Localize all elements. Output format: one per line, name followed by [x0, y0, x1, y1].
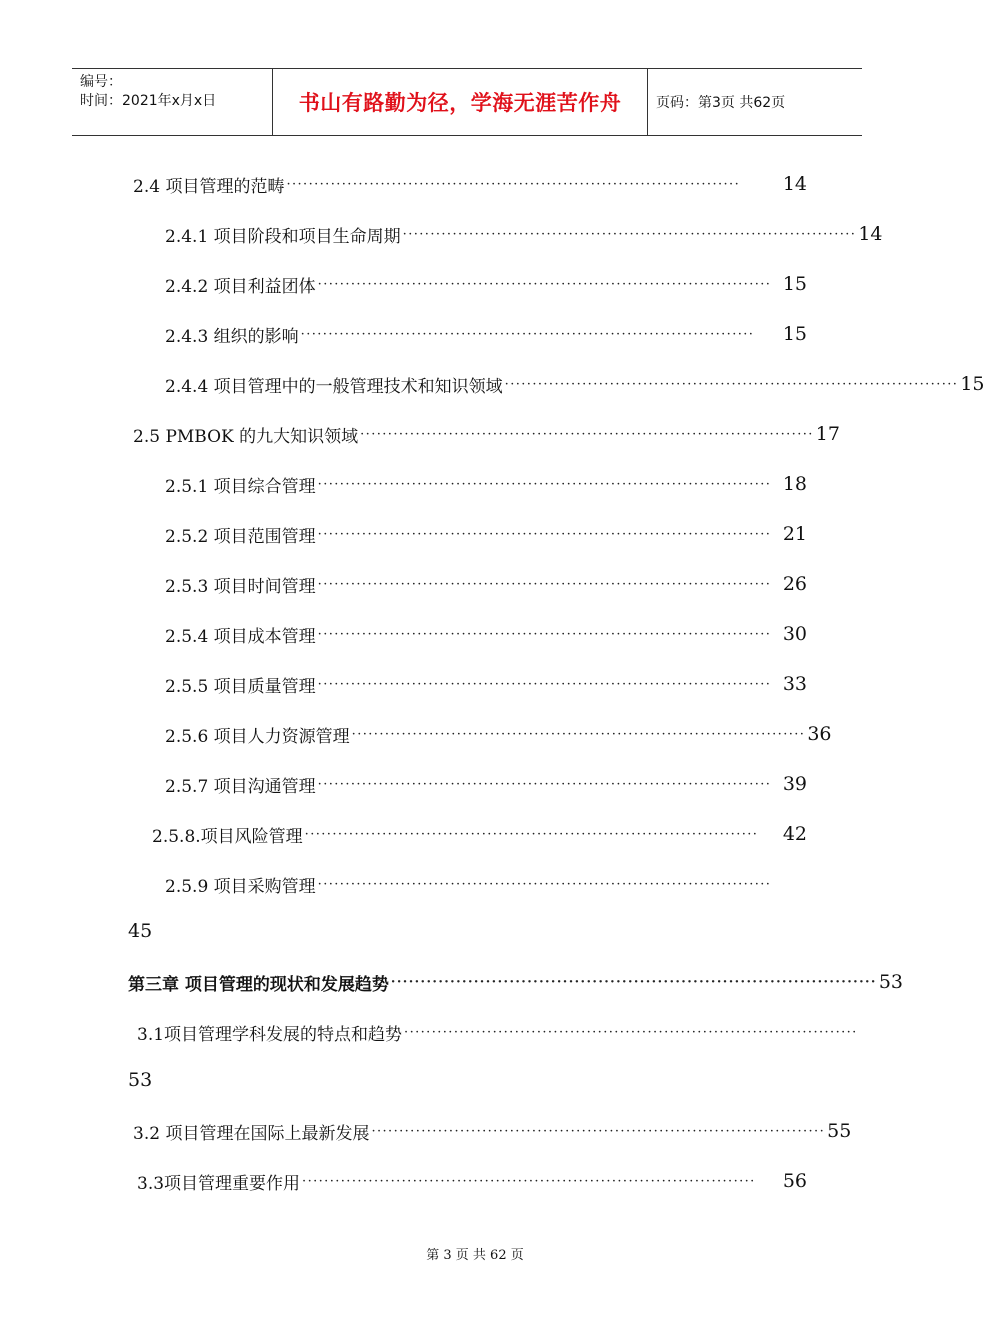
document-header: [72, 68, 862, 136]
toc-leader-dots: ··················································································: [360, 426, 814, 442]
toc-leader-dots: ··················································································: [304, 826, 759, 842]
toc-leader-dots: ··················································································: [317, 576, 772, 592]
toc-entry[interactable]: [165, 521, 807, 547]
toc-entry[interactable]: [165, 371, 985, 397]
toc-entry[interactable]: [165, 621, 807, 647]
number-label: 编号：: [80, 74, 122, 90]
toc-leader-dots: ··················································································: [286, 176, 741, 192]
toc-entry-title: 第三章 项目管理的现状和发展趋势: [128, 974, 389, 995]
toc-entry-page: 45: [128, 920, 153, 942]
toc-leader-dots: ··················································································: [317, 776, 772, 792]
toc-leader-dots: ··················································································: [317, 626, 772, 642]
toc-entry[interactable]: [165, 471, 807, 497]
toc-entry-page: 53: [128, 1069, 153, 1091]
toc-leader-dots: ··················································································: [317, 476, 772, 492]
header-meta-cell: [72, 69, 272, 135]
toc-entry[interactable]: [165, 771, 807, 797]
toc-leader-dots: ··················································································: [402, 226, 857, 242]
toc-leader-dots: ··················································································: [404, 1024, 858, 1040]
toc-entry[interactable]: [165, 671, 807, 697]
toc-entry[interactable]: [133, 421, 840, 447]
toc-entry-page: 56: [782, 1170, 807, 1192]
toc-entry-title: 2.5.5 项目质量管理: [165, 676, 316, 697]
toc-entry[interactable]: [165, 871, 807, 897]
toc-leader-dots: ··················································································: [371, 1123, 826, 1139]
toc-entry-title: 2.5 PMBOK 的九大知识领域: [133, 426, 359, 447]
toc-entry-page: 18: [782, 473, 807, 495]
toc-entry-page: 15: [782, 273, 807, 295]
toc-entry-page: 17: [815, 423, 840, 445]
toc-entry-title: 2.4.2 项目利益团体: [165, 276, 316, 297]
header-motto: 书山有路勤为径，学海无涯苦作舟: [298, 91, 622, 115]
toc-entry[interactable]: [152, 821, 807, 847]
toc-entry-page: 15: [960, 373, 985, 395]
toc-entry-title: 2.4.3 组织的影响: [165, 326, 299, 347]
toc-entry-page: 26: [782, 573, 807, 595]
toc-entry[interactable]: [165, 571, 807, 597]
toc-leader-dots: ··················································································: [317, 526, 772, 542]
toc-entry-page: 15: [782, 323, 807, 345]
toc-entry-title: 3.1项目管理学科发展的特点和趋势: [137, 1024, 403, 1045]
toc-entry[interactable]: [165, 271, 807, 297]
toc-leader-dots: ··················································································: [317, 276, 772, 292]
toc-entry-page: 30: [782, 623, 807, 645]
toc-entry-page: 39: [782, 773, 807, 795]
time-label: 时间：2021年x月x日: [80, 93, 217, 109]
header-divider: [647, 69, 648, 135]
toc-entry-page: 21: [782, 523, 807, 545]
toc-entry-title: 3.3项目管理重要作用: [137, 1173, 301, 1194]
toc-entry[interactable]: [137, 1019, 858, 1045]
toc-entry-title: 2.5.2 项目范围管理: [165, 526, 316, 547]
toc-entry-page: 55: [827, 1120, 852, 1142]
toc-entry-page: 14: [782, 173, 807, 195]
toc-entry-title: 2.5.4 项目成本管理: [165, 626, 316, 647]
toc-entry-title: 2.5.1 项目综合管理: [165, 476, 316, 497]
toc-entry[interactable]: [133, 1118, 852, 1144]
toc-entry-page: 36: [807, 723, 832, 745]
toc-leader-dots: ··················································································: [300, 326, 755, 342]
toc-entry-title: 2.5.3 项目时间管理: [165, 576, 316, 597]
toc-entry[interactable]: [165, 321, 807, 347]
toc-entry-title: 2.4.4 项目管理中的一般管理技术和知识领域: [165, 376, 503, 397]
toc-entry-title: 2.4 项目管理的范畴: [133, 176, 285, 197]
toc-entry[interactable]: [137, 1168, 807, 1194]
header-page-info: 页码：第3页 共62页: [656, 95, 786, 111]
toc-entry-title: 2.4.1 项目阶段和项目生命周期: [165, 226, 401, 247]
page-footer: 第 3 页 共 62 页: [426, 1248, 524, 1263]
toc-entry[interactable]: [165, 721, 832, 747]
toc-entry-title: 3.2 项目管理在国际上最新发展: [133, 1123, 370, 1144]
toc-entry-title: 2.5.6 项目人力资源管理: [165, 726, 350, 747]
toc-entry-page: 53: [878, 971, 904, 993]
toc-leader-dots: ··················································································: [317, 676, 772, 692]
toc-entry-title: 2.5.7 项目沟通管理: [165, 776, 316, 797]
toc-leader-dots: ··················································································: [351, 726, 806, 742]
toc-leader-dots: ··················································································: [390, 974, 877, 990]
toc-entry-title: 2.5.8.项目风险管理: [152, 826, 303, 847]
toc-leader-dots: ··················································································: [302, 1173, 756, 1189]
toc-entry-page: 42: [782, 823, 807, 845]
toc-entry-page: 33: [782, 673, 807, 695]
toc-entry[interactable]: [165, 221, 883, 247]
toc-leader-dots: ··················································································: [504, 376, 959, 392]
toc-entry[interactable]: [133, 171, 807, 197]
toc-entry-page: 14: [858, 223, 883, 245]
toc-entry[interactable]: [128, 969, 904, 995]
toc-leader-dots: ··················································································: [317, 876, 772, 892]
toc-entry-title: 2.5.9 项目采购管理: [165, 876, 316, 897]
